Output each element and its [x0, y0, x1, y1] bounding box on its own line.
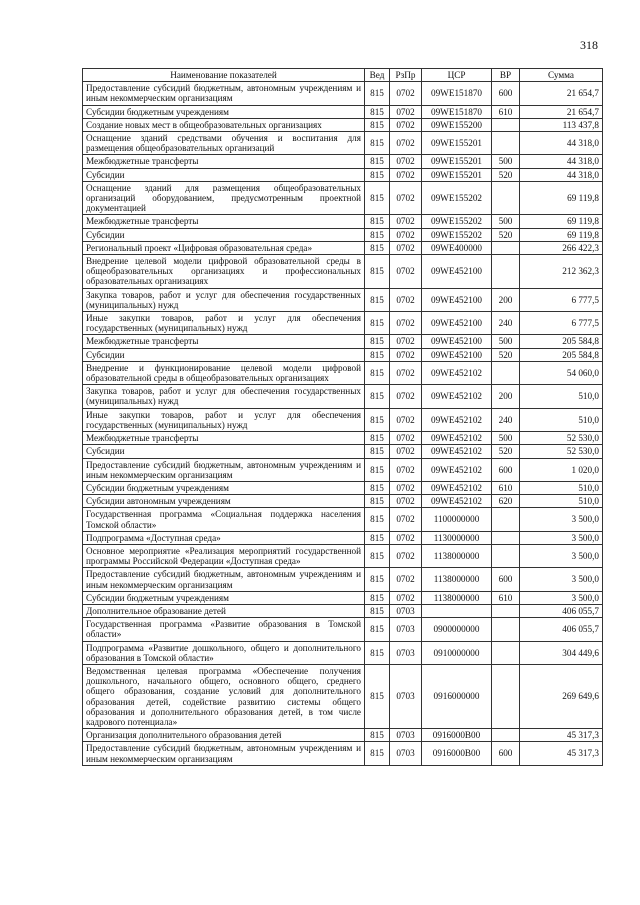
cell-ved: 815 [365, 508, 390, 531]
cell-rzpr: 0702 [390, 118, 422, 131]
cell-vr [492, 508, 520, 531]
table-row [83, 568, 603, 591]
cell-sum: 205 584,8 [520, 335, 603, 348]
cell-ved: 815 [365, 531, 390, 544]
table-row [83, 618, 603, 641]
cell-sum: 52 530,0 [520, 432, 603, 445]
cell-ved: 815 [365, 241, 390, 254]
cell-rzpr: 0702 [390, 215, 422, 228]
cell-sum: 205 584,8 [520, 348, 603, 361]
cell-vr: 240 [492, 408, 520, 431]
cell-name: Региональный проект «Цифровая образовательная среда» [83, 241, 365, 254]
cell-rzpr: 0703 [390, 742, 422, 765]
cell-rzpr: 0702 [390, 241, 422, 254]
cell-rzpr: 0703 [390, 641, 422, 664]
cell-ved: 815 [365, 664, 390, 728]
cell-rzpr: 0702 [390, 168, 422, 181]
cell-vr [492, 531, 520, 544]
cell-name: Внедрение целевой модели цифровой образовательной среды в общеобразовательных организациях и профессиональных образовательных организациях [83, 255, 365, 289]
table-body [83, 82, 603, 766]
cell-csr: 09WE452100 [422, 335, 492, 348]
cell-csr: 09WE155202 [422, 181, 492, 215]
cell-csr: 1138000000 [422, 568, 492, 591]
cell-csr: 09WE155201 [422, 132, 492, 155]
cell-ved: 815 [365, 118, 390, 131]
cell-vr: 600 [492, 82, 520, 105]
cell-ved: 815 [365, 105, 390, 118]
cell-csr: 0916000В00 [422, 742, 492, 765]
cell-ved: 815 [365, 228, 390, 241]
cell-vr: 610 [492, 591, 520, 604]
cell-csr: 09WE155202 [422, 228, 492, 241]
cell-vr: 200 [492, 385, 520, 408]
cell-vr: 200 [492, 288, 520, 311]
cell-ved: 815 [365, 729, 390, 742]
cell-sum: 21 654,7 [520, 82, 603, 105]
cell-rzpr: 0702 [390, 228, 422, 241]
cell-vr: 520 [492, 228, 520, 241]
cell-vr: 500 [492, 335, 520, 348]
cell-sum: 6 777,5 [520, 288, 603, 311]
cell-csr: 0910000000 [422, 641, 492, 664]
cell-name: Государственная программа «Развитие образования в Томской области» [83, 618, 365, 641]
table-row [83, 385, 603, 408]
cell-name: Межбюджетные трансферты [83, 155, 365, 168]
cell-vr: 240 [492, 312, 520, 335]
cell-vr [492, 604, 520, 617]
cell-name: Субсидии [83, 228, 365, 241]
cell-rzpr: 0702 [390, 495, 422, 508]
cell-sum: 406 055,7 [520, 604, 603, 617]
cell-csr: 0916000000 [422, 664, 492, 728]
cell-vr [492, 729, 520, 742]
cell-name: Иные закупки товаров, работ и услуг для обеспечения государственных (муниципальных) нужд [83, 312, 365, 335]
table-row [83, 181, 603, 215]
table-row [83, 361, 603, 384]
cell-ved: 815 [365, 361, 390, 384]
table-row [83, 408, 603, 431]
cell-csr: 09WE452102 [422, 408, 492, 431]
cell-name: Субсидии бюджетным учреждениям [83, 591, 365, 604]
cell-rzpr: 0702 [390, 432, 422, 445]
cell-name: Субсидии [83, 168, 365, 181]
cell-vr [492, 255, 520, 289]
cell-name: Субсидии автономным учреждениям [83, 495, 365, 508]
cell-rzpr: 0702 [390, 385, 422, 408]
cell-vr [492, 618, 520, 641]
cell-sum: 510,0 [520, 408, 603, 431]
cell-sum: 54 060,0 [520, 361, 603, 384]
table-row [83, 228, 603, 241]
cell-ved: 815 [365, 604, 390, 617]
cell-ved: 815 [365, 155, 390, 168]
table-row [83, 729, 603, 742]
cell-ved: 815 [365, 544, 390, 567]
cell-sum: 69 119,8 [520, 215, 603, 228]
table-row [83, 255, 603, 289]
cell-name: Закупка товаров, работ и услуг для обеспечения государственных (муниципальных) нужд [83, 288, 365, 311]
table-row [83, 118, 603, 131]
cell-ved: 815 [365, 495, 390, 508]
table-row [83, 544, 603, 567]
table-row [83, 641, 603, 664]
header-name: Наименование показателей [83, 69, 365, 82]
cell-csr: 09WE452100 [422, 312, 492, 335]
table-row [83, 335, 603, 348]
cell-name: Субсидии [83, 348, 365, 361]
cell-vr [492, 641, 520, 664]
table-row [83, 458, 603, 481]
cell-csr: 1130000000 [422, 531, 492, 544]
cell-rzpr: 0703 [390, 618, 422, 641]
cell-name: Оснащение зданий для размещения общеобразовательных организаций оборудованием, предусмотренным проектной документацией [83, 181, 365, 215]
table-row [83, 312, 603, 335]
cell-sum: 3 500,0 [520, 544, 603, 567]
cell-ved: 815 [365, 385, 390, 408]
table-row [83, 742, 603, 765]
cell-sum: 510,0 [520, 481, 603, 494]
cell-name: Ведомственная целевая программа «Обеспечение получения дошкольного, начального общего, основного общего, среднего общего образования, создание условий для дополнительного образования детей, содействие развитию системы общего образования и дополнительного образования детей, в том числе кадрового потенциала» [83, 664, 365, 728]
cell-sum: 45 317,3 [520, 742, 603, 765]
cell-csr: 1100000000 [422, 508, 492, 531]
table-row [83, 155, 603, 168]
cell-sum: 266 422,3 [520, 241, 603, 254]
cell-name: Создание новых мест в общеобразовательных организациях [83, 118, 365, 131]
cell-rzpr: 0702 [390, 445, 422, 458]
cell-name: Субсидии [83, 445, 365, 458]
table-row [83, 445, 603, 458]
cell-rzpr: 0702 [390, 255, 422, 289]
cell-csr: 09WE452100 [422, 348, 492, 361]
cell-name: Субсидии бюджетным учреждениям [83, 481, 365, 494]
cell-sum: 3 500,0 [520, 568, 603, 591]
cell-sum: 44 318,0 [520, 132, 603, 155]
cell-name: Иные закупки товаров, работ и услуг для обеспечения государственных (муниципальных) нужд [83, 408, 365, 431]
cell-sum: 69 119,8 [520, 181, 603, 215]
cell-vr: 620 [492, 495, 520, 508]
cell-csr: 09WE452102 [422, 481, 492, 494]
cell-rzpr: 0702 [390, 481, 422, 494]
cell-csr: 09WE400000 [422, 241, 492, 254]
cell-csr: 0916000В00 [422, 729, 492, 742]
cell-rzpr: 0702 [390, 312, 422, 335]
cell-csr: 09WE452100 [422, 255, 492, 289]
cell-vr: 520 [492, 445, 520, 458]
cell-sum: 44 318,0 [520, 155, 603, 168]
cell-ved: 815 [365, 181, 390, 215]
cell-ved: 815 [365, 168, 390, 181]
cell-sum: 3 500,0 [520, 508, 603, 531]
cell-sum: 69 119,8 [520, 228, 603, 241]
table-row [83, 432, 603, 445]
cell-vr: 500 [492, 432, 520, 445]
cell-name: Государственная программа «Социальная поддержка населения Томской области» [83, 508, 365, 531]
table-row [83, 105, 603, 118]
cell-vr [492, 118, 520, 131]
cell-vr [492, 544, 520, 567]
cell-ved: 815 [365, 481, 390, 494]
cell-name: Межбюджетные трансферты [83, 335, 365, 348]
cell-rzpr: 0702 [390, 348, 422, 361]
cell-vr [492, 361, 520, 384]
cell-vr: 600 [492, 458, 520, 481]
cell-vr: 500 [492, 155, 520, 168]
cell-sum: 3 500,0 [520, 591, 603, 604]
table-row [83, 241, 603, 254]
cell-csr: 09WE155202 [422, 215, 492, 228]
cell-vr [492, 241, 520, 254]
cell-rzpr: 0702 [390, 508, 422, 531]
cell-name: Предоставление субсидий бюджетным, автономным учреждениям и иным некоммерческим организациям [83, 568, 365, 591]
table-row [83, 531, 603, 544]
cell-csr: 09WE452102 [422, 432, 492, 445]
cell-rzpr: 0702 [390, 591, 422, 604]
header-sum: Сумма [520, 69, 603, 82]
cell-ved: 815 [365, 255, 390, 289]
cell-name: Закупка товаров, работ и услуг для обеспечения государственных (муниципальных) нужд [83, 385, 365, 408]
cell-vr [492, 132, 520, 155]
cell-name: Подпрограмма «Развитие дошкольного, общего и дополнительного образования в Томской области» [83, 641, 365, 664]
cell-vr: 500 [492, 215, 520, 228]
cell-name: Предоставление субсидий бюджетным, автономным учреждениям и иным некоммерческим организациям [83, 458, 365, 481]
cell-name: Подпрограмма «Доступная среда» [83, 531, 365, 544]
page-number: 318 [580, 38, 598, 52]
header-ved: Вед [365, 69, 390, 82]
cell-sum: 52 530,0 [520, 445, 603, 458]
cell-name: Субсидии бюджетным учреждениям [83, 105, 365, 118]
cell-csr: 09WE452102 [422, 495, 492, 508]
cell-ved: 815 [365, 458, 390, 481]
table-row [83, 348, 603, 361]
cell-ved: 815 [365, 618, 390, 641]
cell-ved: 815 [365, 215, 390, 228]
cell-name: Предоставление субсидий бюджетным, автономным учреждениям и иным некоммерческим организациям [83, 742, 365, 765]
table-row [83, 508, 603, 531]
cell-sum: 45 317,3 [520, 729, 603, 742]
cell-name: Предоставление субсидий бюджетным, автономным учреждениям и иным некоммерческим организациям [83, 82, 365, 105]
cell-sum: 269 649,6 [520, 664, 603, 728]
cell-sum: 510,0 [520, 495, 603, 508]
cell-ved: 815 [365, 288, 390, 311]
cell-csr: 1138000000 [422, 591, 492, 604]
cell-sum: 21 654,7 [520, 105, 603, 118]
table-row [83, 288, 603, 311]
header-rzpr: РзПр [390, 69, 422, 82]
cell-csr: 09WE452102 [422, 445, 492, 458]
table-row [83, 481, 603, 494]
table-row [83, 132, 603, 155]
cell-rzpr: 0703 [390, 664, 422, 728]
cell-ved: 815 [365, 591, 390, 604]
cell-sum: 212 362,3 [520, 255, 603, 289]
cell-csr: 09WE155201 [422, 168, 492, 181]
cell-rzpr: 0702 [390, 82, 422, 105]
budget-table [82, 68, 603, 766]
cell-ved: 815 [365, 82, 390, 105]
table-row [83, 591, 603, 604]
cell-ved: 815 [365, 742, 390, 765]
cell-csr [422, 604, 492, 617]
cell-ved: 815 [365, 445, 390, 458]
cell-sum: 510,0 [520, 385, 603, 408]
cell-name: Внедрение и функционирование целевой модели цифровой образовательной среды в общеобразовательных организациях [83, 361, 365, 384]
cell-name: Основное мероприятие «Реализация мероприятий государственной программы Российской Федерации «Доступная среда» [83, 544, 365, 567]
cell-name: Межбюджетные трансферты [83, 215, 365, 228]
cell-csr: 09WE452102 [422, 458, 492, 481]
cell-rzpr: 0702 [390, 155, 422, 168]
cell-vr [492, 181, 520, 215]
cell-ved: 815 [365, 335, 390, 348]
cell-csr: 09WE155200 [422, 118, 492, 131]
cell-vr: 520 [492, 348, 520, 361]
cell-csr: 09WE155201 [422, 155, 492, 168]
cell-csr: 1138000000 [422, 544, 492, 567]
cell-rzpr: 0702 [390, 181, 422, 215]
cell-csr: 09WE452102 [422, 385, 492, 408]
cell-ved: 815 [365, 348, 390, 361]
cell-rzpr: 0702 [390, 105, 422, 118]
cell-sum: 3 500,0 [520, 531, 603, 544]
cell-rzpr: 0702 [390, 531, 422, 544]
cell-name: Организация дополнительного образования детей [83, 729, 365, 742]
cell-sum: 304 449,6 [520, 641, 603, 664]
cell-ved: 815 [365, 568, 390, 591]
cell-rzpr: 0702 [390, 458, 422, 481]
cell-csr: 09WE452102 [422, 361, 492, 384]
cell-ved: 815 [365, 641, 390, 664]
table-row [83, 664, 603, 728]
header-csr: ЦСР [422, 69, 492, 82]
cell-ved: 815 [365, 432, 390, 445]
cell-vr: 610 [492, 481, 520, 494]
cell-ved: 815 [365, 408, 390, 431]
cell-ved: 815 [365, 312, 390, 335]
cell-rzpr: 0702 [390, 288, 422, 311]
cell-csr: 0900000000 [422, 618, 492, 641]
cell-vr: 520 [492, 168, 520, 181]
cell-name: Оснащение зданий средствами обучения и воспитания для размещения общеобразовательных организаций [83, 132, 365, 155]
cell-rzpr: 0702 [390, 568, 422, 591]
cell-vr: 600 [492, 742, 520, 765]
table-row [83, 495, 603, 508]
table-row [83, 168, 603, 181]
cell-rzpr: 0702 [390, 544, 422, 567]
table-row [83, 82, 603, 105]
cell-csr: 09WE151870 [422, 82, 492, 105]
cell-vr: 600 [492, 568, 520, 591]
cell-sum: 44 318,0 [520, 168, 603, 181]
cell-vr [492, 664, 520, 728]
table-header-row [83, 69, 603, 82]
cell-csr: 09WE151870 [422, 105, 492, 118]
table-row [83, 604, 603, 617]
cell-sum: 1 020,0 [520, 458, 603, 481]
cell-rzpr: 0702 [390, 335, 422, 348]
cell-ved: 815 [365, 132, 390, 155]
cell-sum: 113 437,8 [520, 118, 603, 131]
cell-csr: 09WE452100 [422, 288, 492, 311]
cell-sum: 406 055,7 [520, 618, 603, 641]
cell-rzpr: 0702 [390, 132, 422, 155]
cell-rzpr: 0702 [390, 408, 422, 431]
cell-name: Межбюджетные трансферты [83, 432, 365, 445]
header-vr: ВР [492, 69, 520, 82]
cell-rzpr: 0703 [390, 604, 422, 617]
cell-rzpr: 0703 [390, 729, 422, 742]
table-row [83, 215, 603, 228]
cell-rzpr: 0702 [390, 361, 422, 384]
cell-vr: 610 [492, 105, 520, 118]
cell-name: Дополнительное образование детей [83, 604, 365, 617]
cell-sum: 6 777,5 [520, 312, 603, 335]
